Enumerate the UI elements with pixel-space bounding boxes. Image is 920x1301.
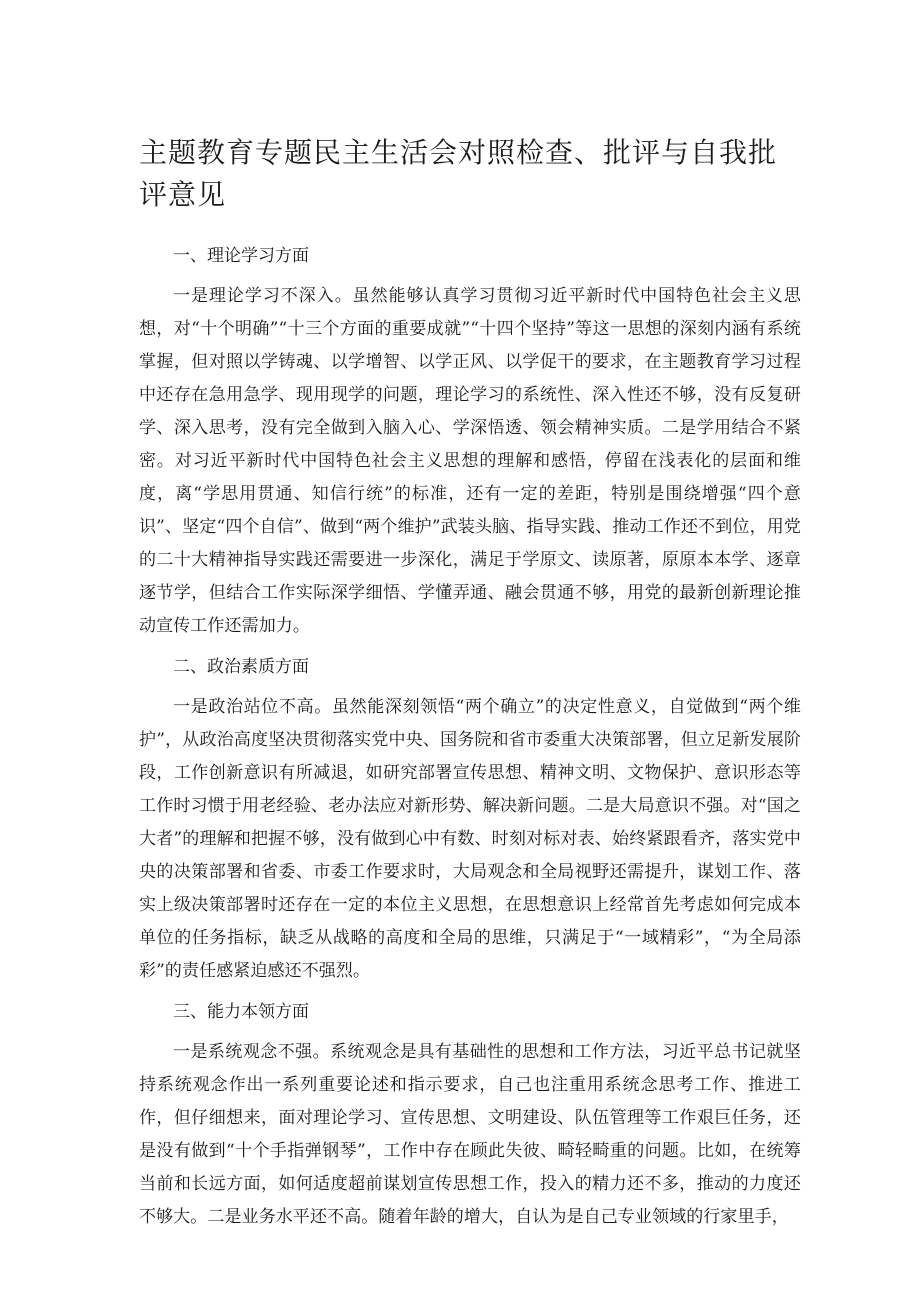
document-title: 主题教育专题民主生活会对照检查、批评与自我批评意见 <box>139 136 778 211</box>
section-heading: 一、理论学习方面 <box>173 246 309 266</box>
section-heading: 三、能力本领方面 <box>173 1002 309 1022</box>
section-theory-study <box>139 240 801 643</box>
body-paragraph: 一是政治站位不高。虽然能深刻领悟“两个确立”的决定性意义，自觉做到“两个维护”，从政治高度坚决贯彻落实党中央、国务院和省市委重大决策部署，但立足新发展阶段，工作创新意识有所减退，如研究部署宣传思想、精神文明、文物保护、意识形态等工作时习惯于用老经验、老办法应对新形势、解决新问题。二是大局意识不强。对“国之大者”的理解和把握不够，没有做到心中有数、时刻对标对表、始终紧跟看齐，落实党中央的决策部署和省委、市委工作要求时，大局观念和全局视野还需提升，谋划工作、落实上级决策部署时还存在一定的本位主义思想，在思想意识上经常首先考虑如何完成本单位的任务指标，缺乏从战略的高度和全局的思维，只满足于“一域精彩”，“为全局添彩”的责任感紧迫感还不强烈。 <box>139 697 801 981</box>
document-page <box>139 132 801 1242</box>
body-paragraph: 一是理论学习不深入。虽然能够认真学习贯彻习近平新时代中国特色社会主义思想，对“十个明确”“十三个方面的重要成就”“十四个坚持”等这一思想的深刻内涵有系统掌握，但对照以学铸魂、以学增智、以学正风、以学促干的要求，在主题教育学习过程中还存在急用急学、现用现学的问题，理论学习的系统性、深入性还不够，没有反复研学、深入思考，没有完全做到入脑入心、学深悟透、领会精神实质。二是学用结合不紧密。对习近平新时代中国特色社会主义思想的理解和感悟，停留在浅表化的层面和维度，离“学思用贯通、知信行统”的标准，还有一定的差距，特别是围绕增强“四个意识”、坚定“四个自信”、做到“两个维护”武装头脑、指导实践、推动工作还不到位，用党的二十大精神指导实践还需要进一步深化，满足于学原文、读原著，原原本本学、逐章逐节学，但结合工作实际深学细悟、学懂弄通、融会贯通不够，用党的最新创新理论推动宣传工作还需加力。 <box>139 286 801 636</box>
section-heading: 二、政治素质方面 <box>173 657 309 677</box>
body-paragraph: 一是系统观念不强。系统观念是具有基础性的思想和工作方法，习近平总书记就坚持系统观念作出一系列重要论述和指示要求，自己也注重用系统念思考工作、推进工作，但仔细想来，面对理论学习、宣传思想、文明建设、队伍管理等工作艰巨任务，还是没有做到“十个手指弹钢琴”，工作中存在顾此失彼、畸轻畸重的问题。比如，在统筹当前和长远方面，如何适度超前谋划宣传思想工作，投入的精力还不多，推动的力度还不够大。二是业务水平还不高。随着年龄的增大，自认为是自己专业领域的行家里手， <box>139 1042 801 1227</box>
section-political-quality <box>139 651 801 988</box>
section-ability <box>139 996 801 1234</box>
